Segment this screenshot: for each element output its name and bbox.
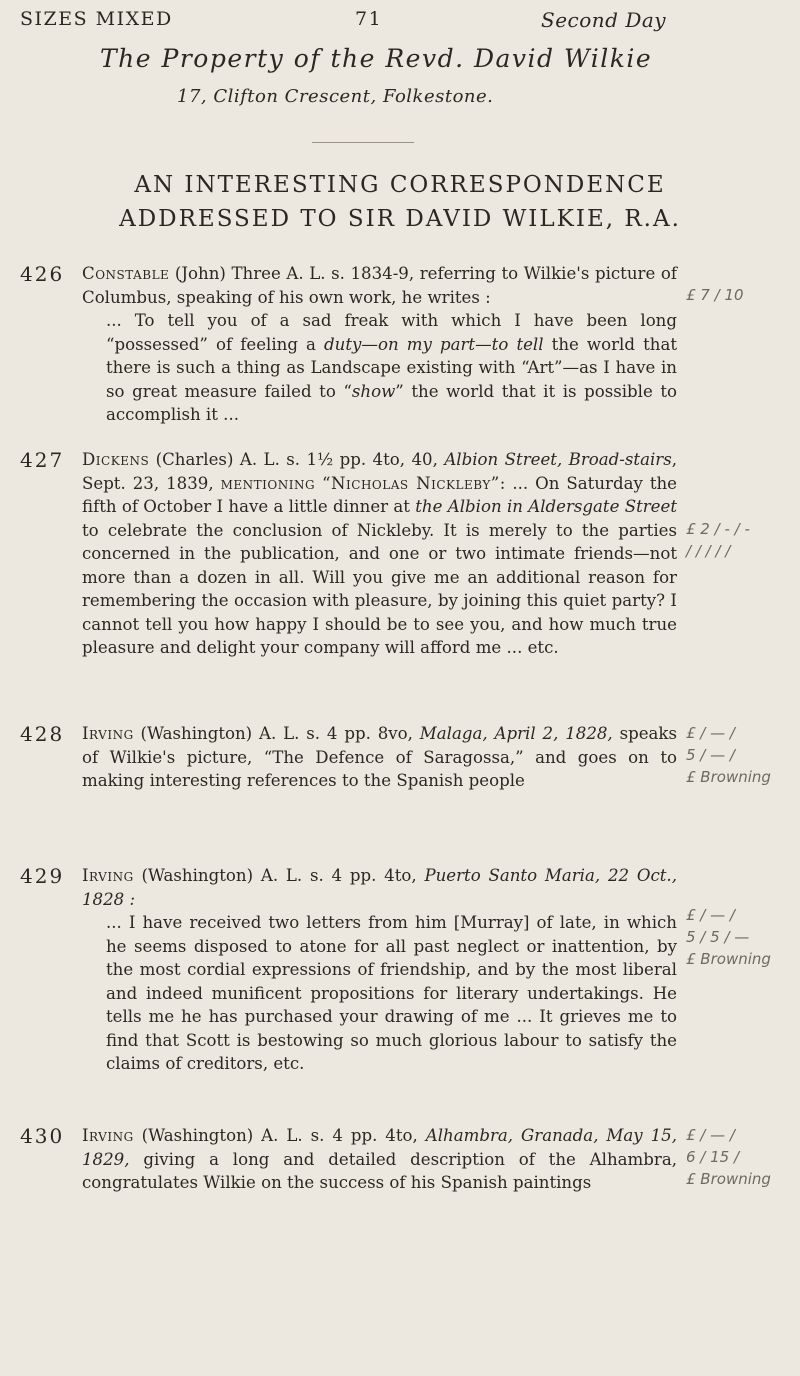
lot-number: 426 xyxy=(20,262,65,286)
provenance-address: 17, Clifton Crescent, Folkestone. xyxy=(177,86,494,107)
lot-title: “Nicholas Nickleby” xyxy=(322,473,500,493)
lot-number: 428 xyxy=(20,722,65,746)
running-head xyxy=(20,8,780,34)
lot-description xyxy=(82,448,677,660)
handwritten-annotation: £ 7 / 10 xyxy=(686,286,744,304)
lot-description xyxy=(82,722,677,793)
lot-desc: (Washington) A. L. s. 4 pp. 4to, xyxy=(141,866,417,885)
lot-description xyxy=(82,864,677,1076)
lot-description xyxy=(82,1124,677,1195)
lot-desc-cont: , Sept. 23, 1839, xyxy=(82,450,678,493)
handwritten-annotation: £ / — / 6 / 15 / £ Browning xyxy=(686,1126,771,1188)
lot-quote-end: ” the world that it is possible to accomplish it ... xyxy=(106,381,678,424)
section-subtitle: ADDRESSED TO SIR DAVID WILKIE, R.A. xyxy=(119,206,681,232)
lot-desc: (John) Three A. L. s. 1834-9, referring to Wilkie's picture of Columbus, speaking of his own work, he writes : xyxy=(82,264,677,307)
lot-author: Constable xyxy=(82,264,170,283)
running-head-left: SIZES MIXED xyxy=(20,8,173,30)
lot-number: 429 xyxy=(20,864,65,888)
page-number: 71 xyxy=(355,8,383,30)
lot-desc-italic: Albion Street, Broad-stairs xyxy=(444,450,672,469)
lot-body: giving a long and detailed description of the Alhambra, congratulates Wilkie on the success of his Spanish paintings xyxy=(82,1149,677,1192)
lot-quote-italic-2: show xyxy=(351,381,396,401)
lot-body: ... I have received two letters from him [Murray] of late, in which he seems disposed to atone for all past neglect or inattention, by the most cordial expressions of friendship, and by the most liberal and indeed munificent propositions for literary undertakings. He tells me he has purchased your drawing of me ... It grieves me to find that Scott is bestowing so much glorious labour to satisfy the claims of creditors, etc. xyxy=(106,913,677,1073)
running-head-right: Second Day xyxy=(541,8,667,32)
divider-rule xyxy=(312,142,414,143)
lot-author: Irving xyxy=(82,866,134,885)
lot-author: Dickens xyxy=(82,450,150,469)
lot-mention: mentioning xyxy=(220,473,316,493)
lot-desc-italic: Alhambra, Granada, May 15, 1829, xyxy=(82,1126,677,1169)
lot-body: : ... On Saturday the fifth of October I have a little dinner at xyxy=(82,473,677,516)
lot-author: Irving xyxy=(82,724,134,743)
lot-date: 22 Oct., 1828 : xyxy=(82,866,677,909)
lot-number: 430 xyxy=(20,1124,65,1148)
section-title: AN INTERESTING CORRESPONDENCE xyxy=(134,172,666,198)
lot-desc: (Charles) A. L. s. 1½ pp. 4to, 40, xyxy=(155,450,438,469)
lot-description xyxy=(82,262,677,427)
handwritten-annotation: £ / — / 5 / — / £ Browning xyxy=(686,724,771,786)
lot-body: speaks of Wilkie's picture, “The Defence of Saragossa,” and goes on to making interesting references to the Spanish people xyxy=(82,724,677,790)
lot-number: 427 xyxy=(20,448,65,472)
lot-quote-italic: duty—on my part—to tell xyxy=(324,334,544,354)
lot-desc-italic: Malaga, April 2, 1828, xyxy=(419,724,613,743)
handwritten-annotation: £ / — / 5 / 5 / — £ Browning xyxy=(686,906,771,968)
lot-author: Irving xyxy=(82,1126,134,1145)
lot-body-italic: the Albion in Aldersgate Street xyxy=(415,497,677,516)
lot-desc: (Washington) A. L. s. 4 pp. 4to, xyxy=(141,1126,418,1145)
handwritten-annotation: £ 2 / - / - / / / / / xyxy=(686,520,750,560)
provenance-line: The Property of the Revd. David Wilkie xyxy=(100,44,653,73)
lot-quote: ... To tell you of a sad freak with which I have been long “possessed” of feeling a xyxy=(106,311,677,354)
lot-desc: (Washington) A. L. s. 4 pp. 8vo, xyxy=(140,724,413,743)
lot-body-cont: to celebrate the conclusion of Nickleby. It is merely to the parties concerned in the publication, and one or two intimate friends—not more than a dozen in all. Will you give me an additional reason for remembering the occasion with pleasure, by joining this quiet party? I cannot tell you how happy I should be to see you, and how much true pleasure and delight your company will afford me ... etc. xyxy=(82,520,677,657)
lot-quote-cont: the world that there is such a thing as Landscape existing with “Art”—as I have in so great measure failed to “ xyxy=(106,334,678,401)
lot-desc-italic: Puerto Santo Maria, xyxy=(424,866,601,885)
